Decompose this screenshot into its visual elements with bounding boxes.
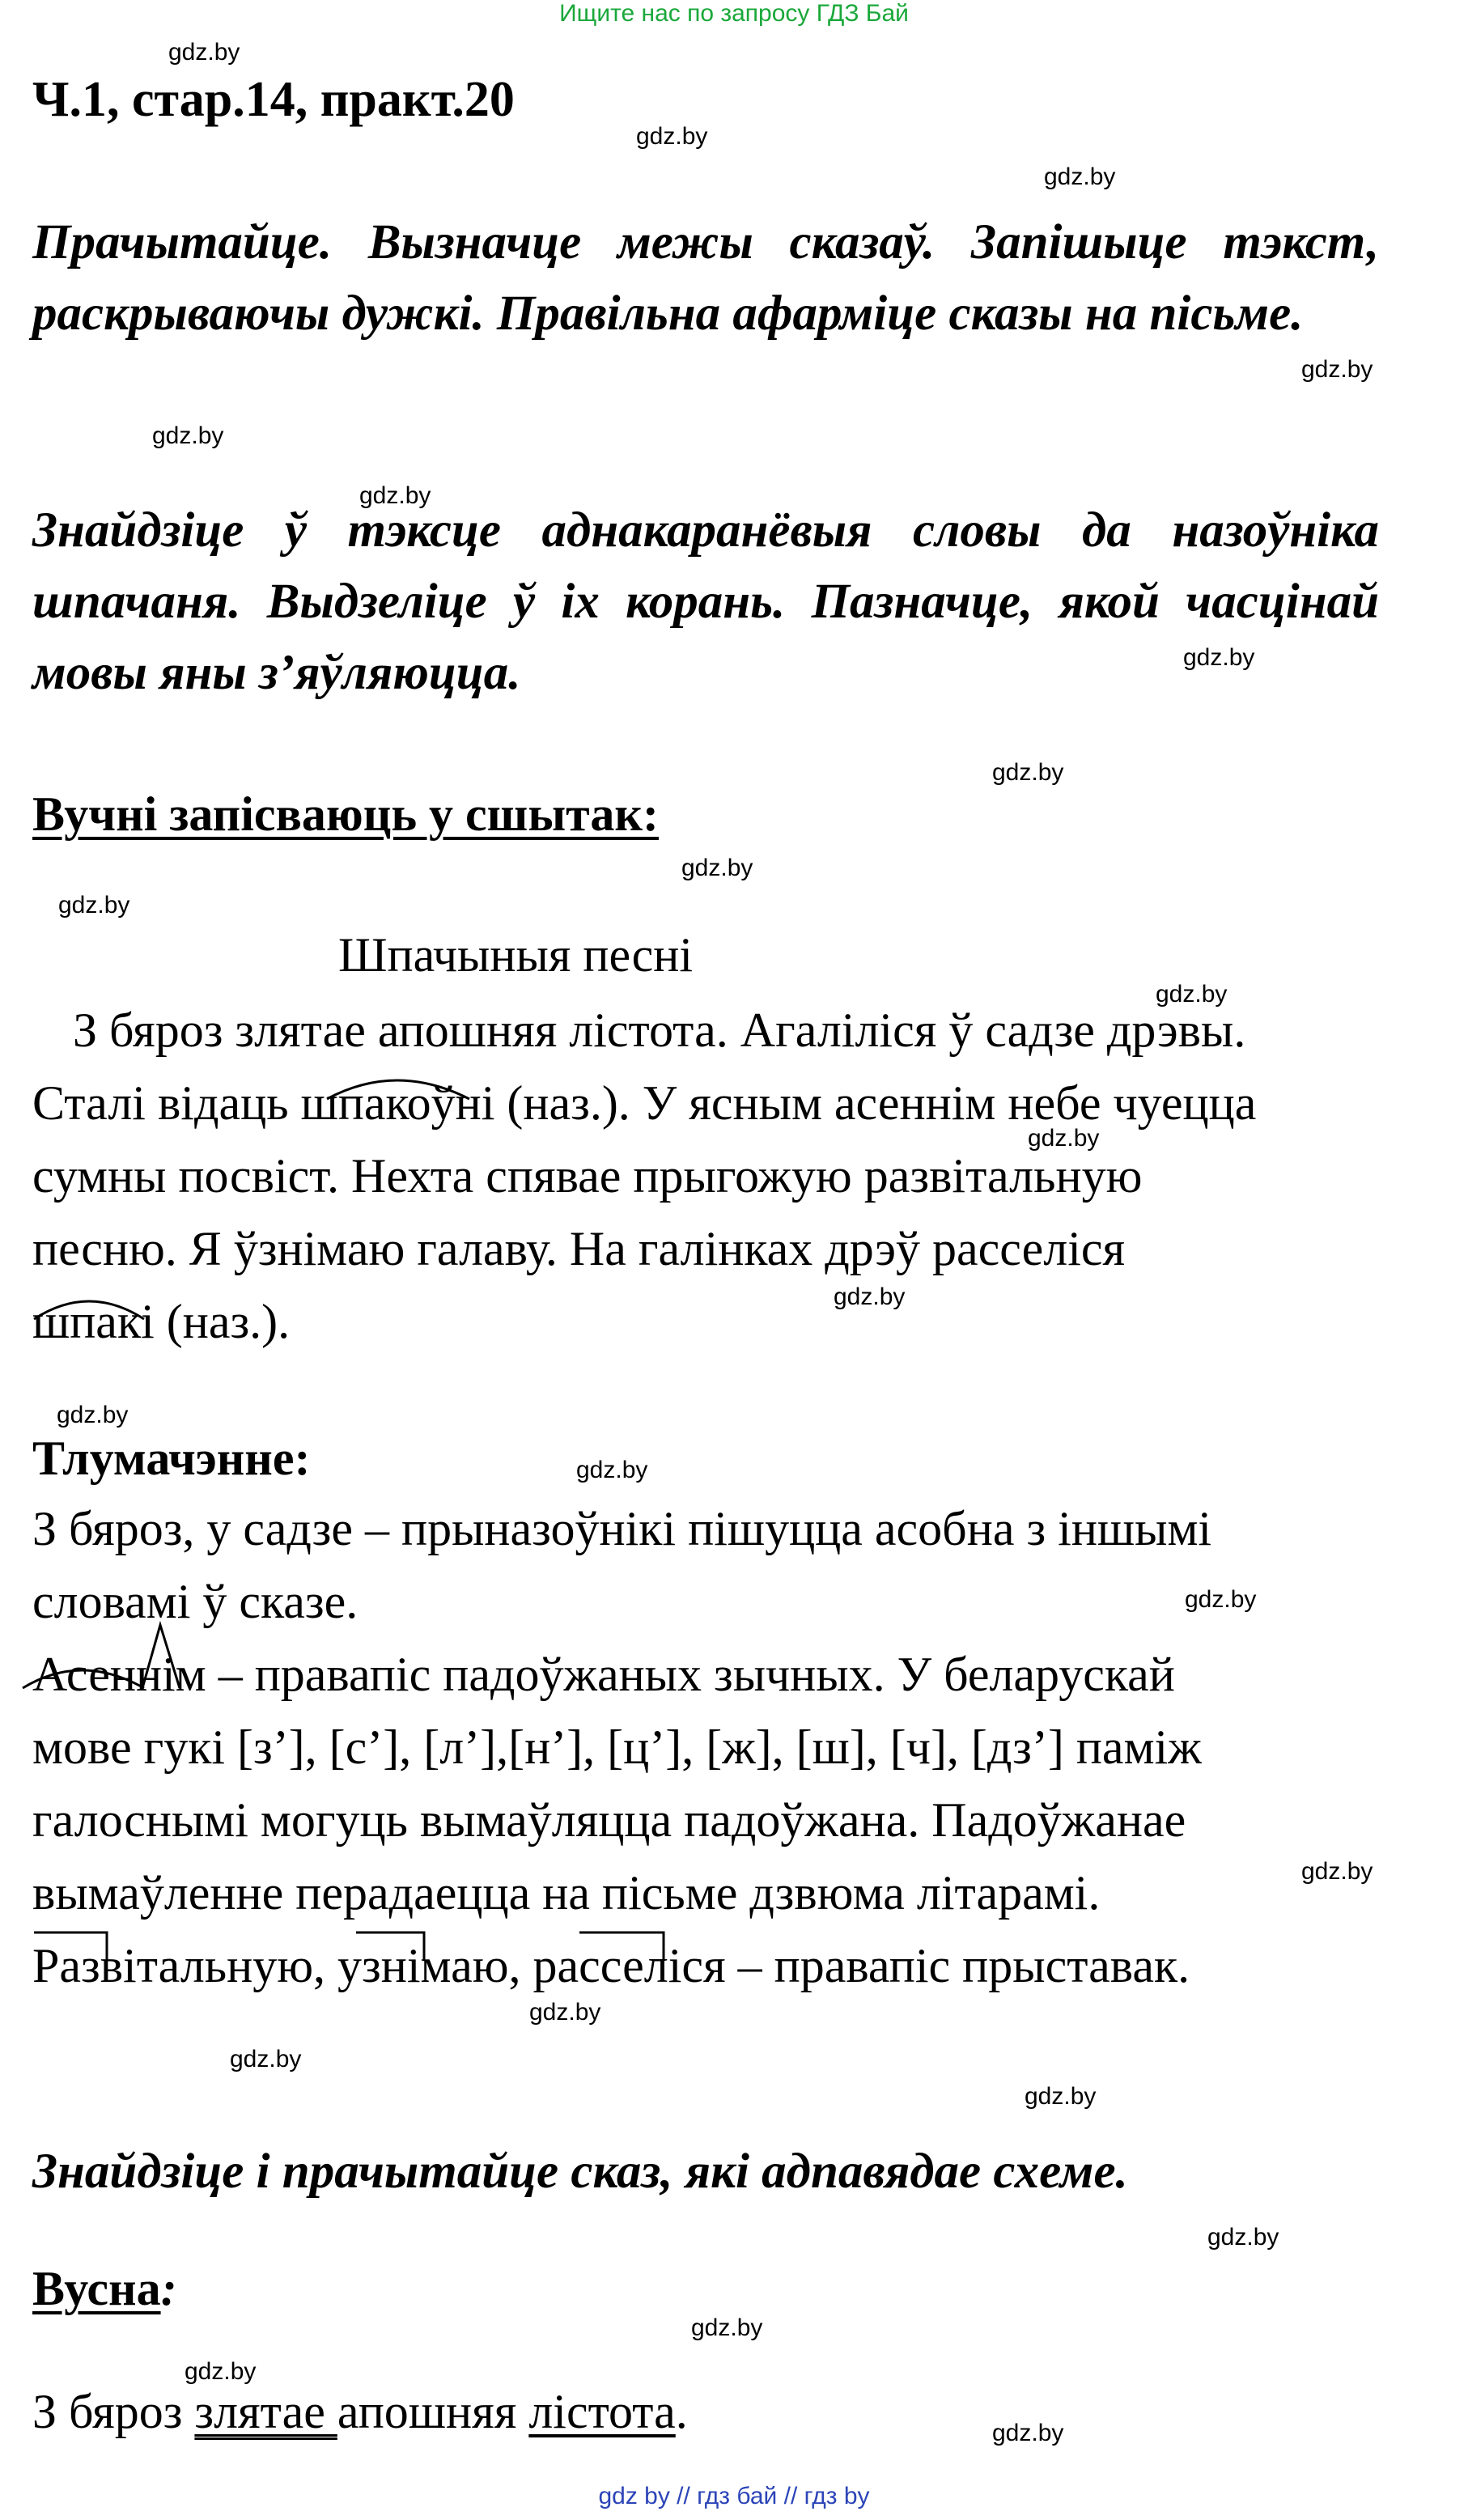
text-title: Шпачыныя песні: [338, 928, 694, 982]
watermark: gdz.by: [636, 123, 708, 150]
watermark: gdz.by: [691, 2314, 763, 2341]
sentence-part: З бяроз: [32, 2385, 195, 2438]
page-heading: Ч.1, стар.14, практ.20: [32, 72, 515, 127]
footer-links[interactable]: gdz by // гдз бай // гдз by: [598, 2483, 870, 2509]
paragraph-line: Сталі відаць шпакоўні (наз.). У ясным асеннім небе чуецца: [32, 1076, 1257, 1130]
explanation-line: Асеннім – правапіс падоўжаных зычных. У беларускай: [32, 1648, 1175, 1701]
watermark: gdz.by: [185, 2358, 257, 2385]
watermark: gdz.by: [1028, 1125, 1100, 1152]
explanation-line: вымаўленне перадаецца на пісьме дзвюма літарамі.: [32, 1866, 1101, 1920]
watermark: gdz.by: [529, 1999, 601, 2026]
oral-colon: :: [160, 2262, 177, 2315]
paragraph-line: песню. Я ўзнімаю галаву. На галінках дрэў расселіся: [32, 1222, 1126, 1275]
root-arc-shpaki: [34, 1301, 144, 1319]
watermark: gdz.by: [1301, 356, 1373, 383]
top-banner[interactable]: Ищите нас по запросу ГДЗ Бай: [559, 0, 909, 27]
watermark: gdz.by: [681, 855, 753, 881]
task-instruction-1: Прачытайце. Вызначце межы сказаў. Запішыце тэкст, раскрываючы дужкі. Правільна афарміце сказы на пісьме.: [32, 215, 1379, 341]
watermark: gdz.by: [1207, 2224, 1279, 2251]
watermark: gdz.by: [152, 422, 224, 449]
watermark: gdz.by: [1156, 981, 1228, 1008]
oral-label: Вусна: [32, 2262, 161, 2315]
predicate-underlined: злятае: [194, 2385, 337, 2438]
watermark: gdz.by: [1025, 2083, 1097, 2110]
root-arc-shpakouni: [327, 1080, 469, 1099]
double-consonant-mark: [142, 1625, 180, 1688]
prefix-mark-razvitalnuyu: [34, 1932, 107, 1960]
watermark: gdz.by: [576, 1457, 648, 1483]
sentence-part: апошняя: [337, 2385, 529, 2438]
explanation-line: мове гукі [з’], [с’], [л’],[н’], [ц’], [ж], [ш], [ч], [дз’] паміж: [32, 1720, 1202, 1774]
paragraph-line: З бяроз злятае апошняя лістота. Агаліліся ў садзе дрэвы.: [73, 1003, 1246, 1057]
watermark: gdz.by: [359, 482, 431, 509]
explanation-line: галоснымі могуць вымаўляцца падоўжана. Падоўжанае: [32, 1793, 1186, 1847]
paragraph-line: сумны посвіст. Нехта спявае прыгожую развітальную: [32, 1149, 1143, 1203]
prefix-mark-rasselisia: [579, 1932, 664, 1960]
watermark: gdz.by: [230, 2046, 302, 2072]
watermark: gdz.by: [1185, 1586, 1257, 1613]
watermark: gdz.by: [57, 1402, 129, 1428]
explanation-line: словамі ў сказе.: [32, 1575, 359, 1628]
task-instruction-3: Знайдзіце і прачытайце сказ, які адпавядае схеме.: [32, 2145, 1128, 2199]
watermark: gdz.by: [834, 1283, 906, 1310]
sentence-end: .: [675, 2385, 688, 2438]
root-arc-asennim: [23, 1670, 144, 1688]
prefix-mark-uznimayu: [356, 1932, 424, 1960]
section-heading-explain: Тлумачэнне:: [32, 1432, 311, 1485]
watermark: gdz.by: [992, 2420, 1064, 2446]
watermark: gdz.by: [168, 39, 240, 66]
explanation-line: Развітальную, узнімаю, расселіся – правапіс прыставак.: [32, 1939, 1190, 1992]
paragraph-line: шпакі (наз.).: [32, 1295, 291, 1348]
watermark: gdz.by: [1301, 1858, 1373, 1885]
explanation-line: З бяроз, у садзе – прыназоўнікі пішуцца асобна з іншымі: [32, 1502, 1212, 1555]
watermark: gdz.by: [1183, 644, 1255, 671]
task-instruction-2: Знайдзіце ў тэксце аднакаранёвыя словы да назоўніка шпачаня. Выдзеліце ў іх корань. Пазначце, якой часцінай мовы яны з’яўляюцца.: [32, 503, 1379, 700]
watermark: gdz.by: [1044, 163, 1116, 190]
section-heading-write: Вучні запісваюць у сшытак:: [32, 787, 659, 841]
watermark: gdz.by: [58, 892, 130, 918]
watermark: gdz.by: [992, 759, 1064, 786]
subject-underlined: лістота: [528, 2385, 676, 2438]
